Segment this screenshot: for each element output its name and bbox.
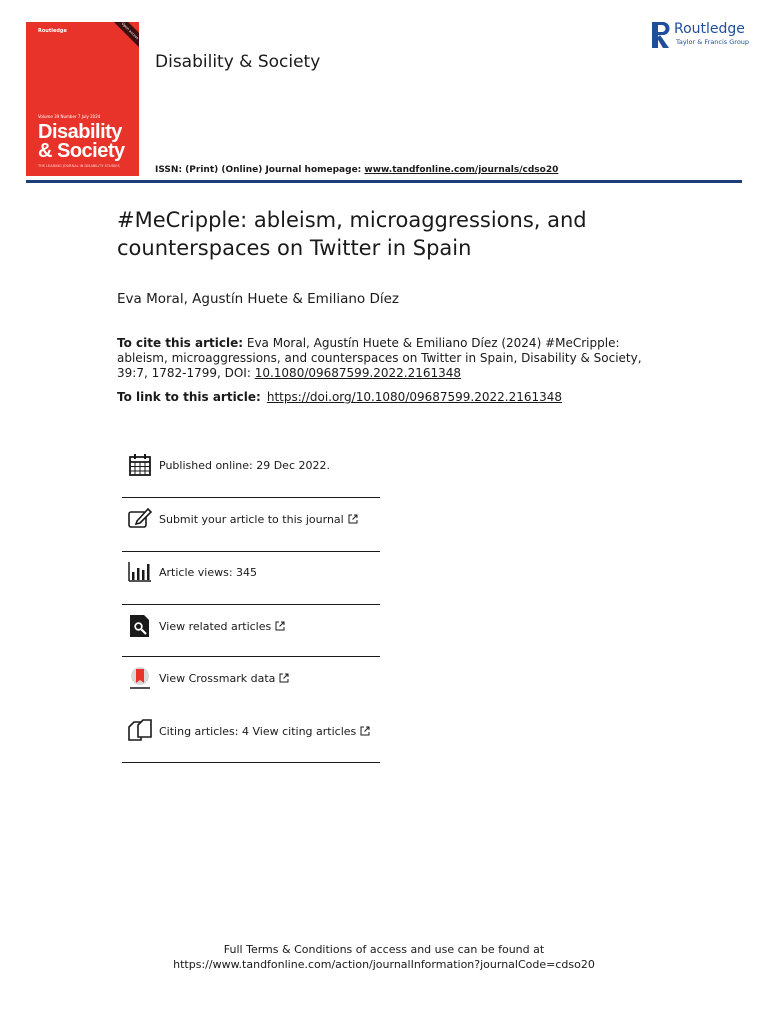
related-articles-link[interactable] bbox=[122, 614, 380, 644]
link-label: To link to this article: bbox=[117, 390, 261, 404]
calendar-icon bbox=[128, 453, 152, 477]
header-rule bbox=[26, 180, 742, 183]
footer-terms-link[interactable]: https://www.tandfonline.com/action/journalInformation?journalCode=cdso20 bbox=[173, 958, 595, 971]
cover-title-line2: & Society bbox=[38, 140, 125, 162]
row-divider bbox=[122, 497, 380, 498]
submit-article-text bbox=[159, 513, 358, 526]
publisher-name: Routledge bbox=[674, 21, 745, 37]
related-articles-text bbox=[159, 620, 285, 633]
footer-line1: Full Terms & Conditions of access and use can be found at bbox=[223, 943, 545, 956]
citing-articles-text bbox=[159, 725, 370, 738]
published-date-text: Published online: 29 Dec 2022. bbox=[159, 459, 330, 472]
cover-corner-badge: Open access bbox=[113, 22, 139, 48]
crossmark-icon bbox=[128, 666, 152, 690]
journal-title: Disability & Society bbox=[155, 52, 321, 72]
citation-label: To cite this article: bbox=[117, 336, 244, 350]
bar-chart-icon bbox=[128, 560, 152, 584]
row-divider bbox=[122, 656, 380, 657]
publisher-logo[interactable] bbox=[652, 20, 748, 50]
crossmark-text bbox=[159, 672, 289, 685]
row-divider bbox=[122, 762, 380, 763]
citing-articles-link[interactable] bbox=[122, 719, 380, 749]
published-row bbox=[122, 453, 380, 483]
article-authors: Eva Moral, Agustín Huete & Emiliano Díez bbox=[117, 291, 400, 307]
routledge-logo-icon bbox=[652, 22, 670, 48]
cover-volume-line: Volume 39 Number 7 July 2024 bbox=[38, 114, 101, 119]
citing-documents-icon bbox=[128, 719, 152, 743]
citation-doi-link[interactable]: 10.1080/09687599.2022.2161348 bbox=[254, 366, 462, 380]
publisher-subtitle: Taylor & Francis Group bbox=[676, 38, 750, 46]
related-articles-label: View related articles bbox=[159, 620, 272, 633]
external-link-icon bbox=[279, 673, 289, 683]
article-title: #MeCripple: ableism, microaggressions, and counterspaces on Twitter in Spain bbox=[117, 208, 587, 260]
submit-article-link[interactable] bbox=[122, 507, 380, 537]
external-link-icon bbox=[275, 621, 285, 631]
search-document-icon bbox=[128, 614, 152, 638]
row-divider bbox=[122, 551, 380, 552]
edit-icon bbox=[128, 507, 152, 531]
citing-articles-label: Citing articles: 4 View citing articles bbox=[159, 725, 357, 738]
issn-line bbox=[155, 165, 558, 175]
citation-block bbox=[117, 336, 662, 381]
article-link-line bbox=[117, 390, 562, 404]
cover-title bbox=[38, 123, 125, 161]
cover-tagline: THE LEADING JOURNAL IN DISABILITY STUDIES bbox=[38, 164, 120, 168]
submit-article-label: Submit your article to this journal bbox=[159, 513, 344, 526]
article-doi-link[interactable]: https://doi.org/10.1080/09687599.2022.2161348 bbox=[266, 390, 563, 404]
citation-text: Eva Moral, Agustín Huete & Emiliano Díez (2024) #MeCripple: ableism, microaggressions, and counterspaces on Twitter in Spain, Disability & Society, 39:7, 1782-1799, DOI: bbox=[117, 336, 642, 380]
article-views-row bbox=[122, 560, 380, 590]
journal-cover-image bbox=[26, 22, 139, 176]
external-link-icon bbox=[360, 726, 370, 736]
external-link-icon bbox=[348, 514, 358, 524]
row-divider bbox=[122, 604, 380, 605]
terms-footer bbox=[0, 942, 768, 972]
crossmark-link[interactable] bbox=[122, 666, 380, 696]
cover-publisher-mark: Routledge bbox=[38, 28, 67, 34]
issn-prefix: ISSN: (Print) (Online) Journal homepage: bbox=[155, 165, 365, 175]
crossmark-label: View Crossmark data bbox=[159, 672, 276, 685]
article-views-text: Article views: 345 bbox=[159, 566, 258, 579]
journal-homepage-link[interactable]: www.tandfonline.com/journals/cdso20 bbox=[364, 165, 559, 175]
cover-title-line1: Disability bbox=[38, 121, 122, 143]
